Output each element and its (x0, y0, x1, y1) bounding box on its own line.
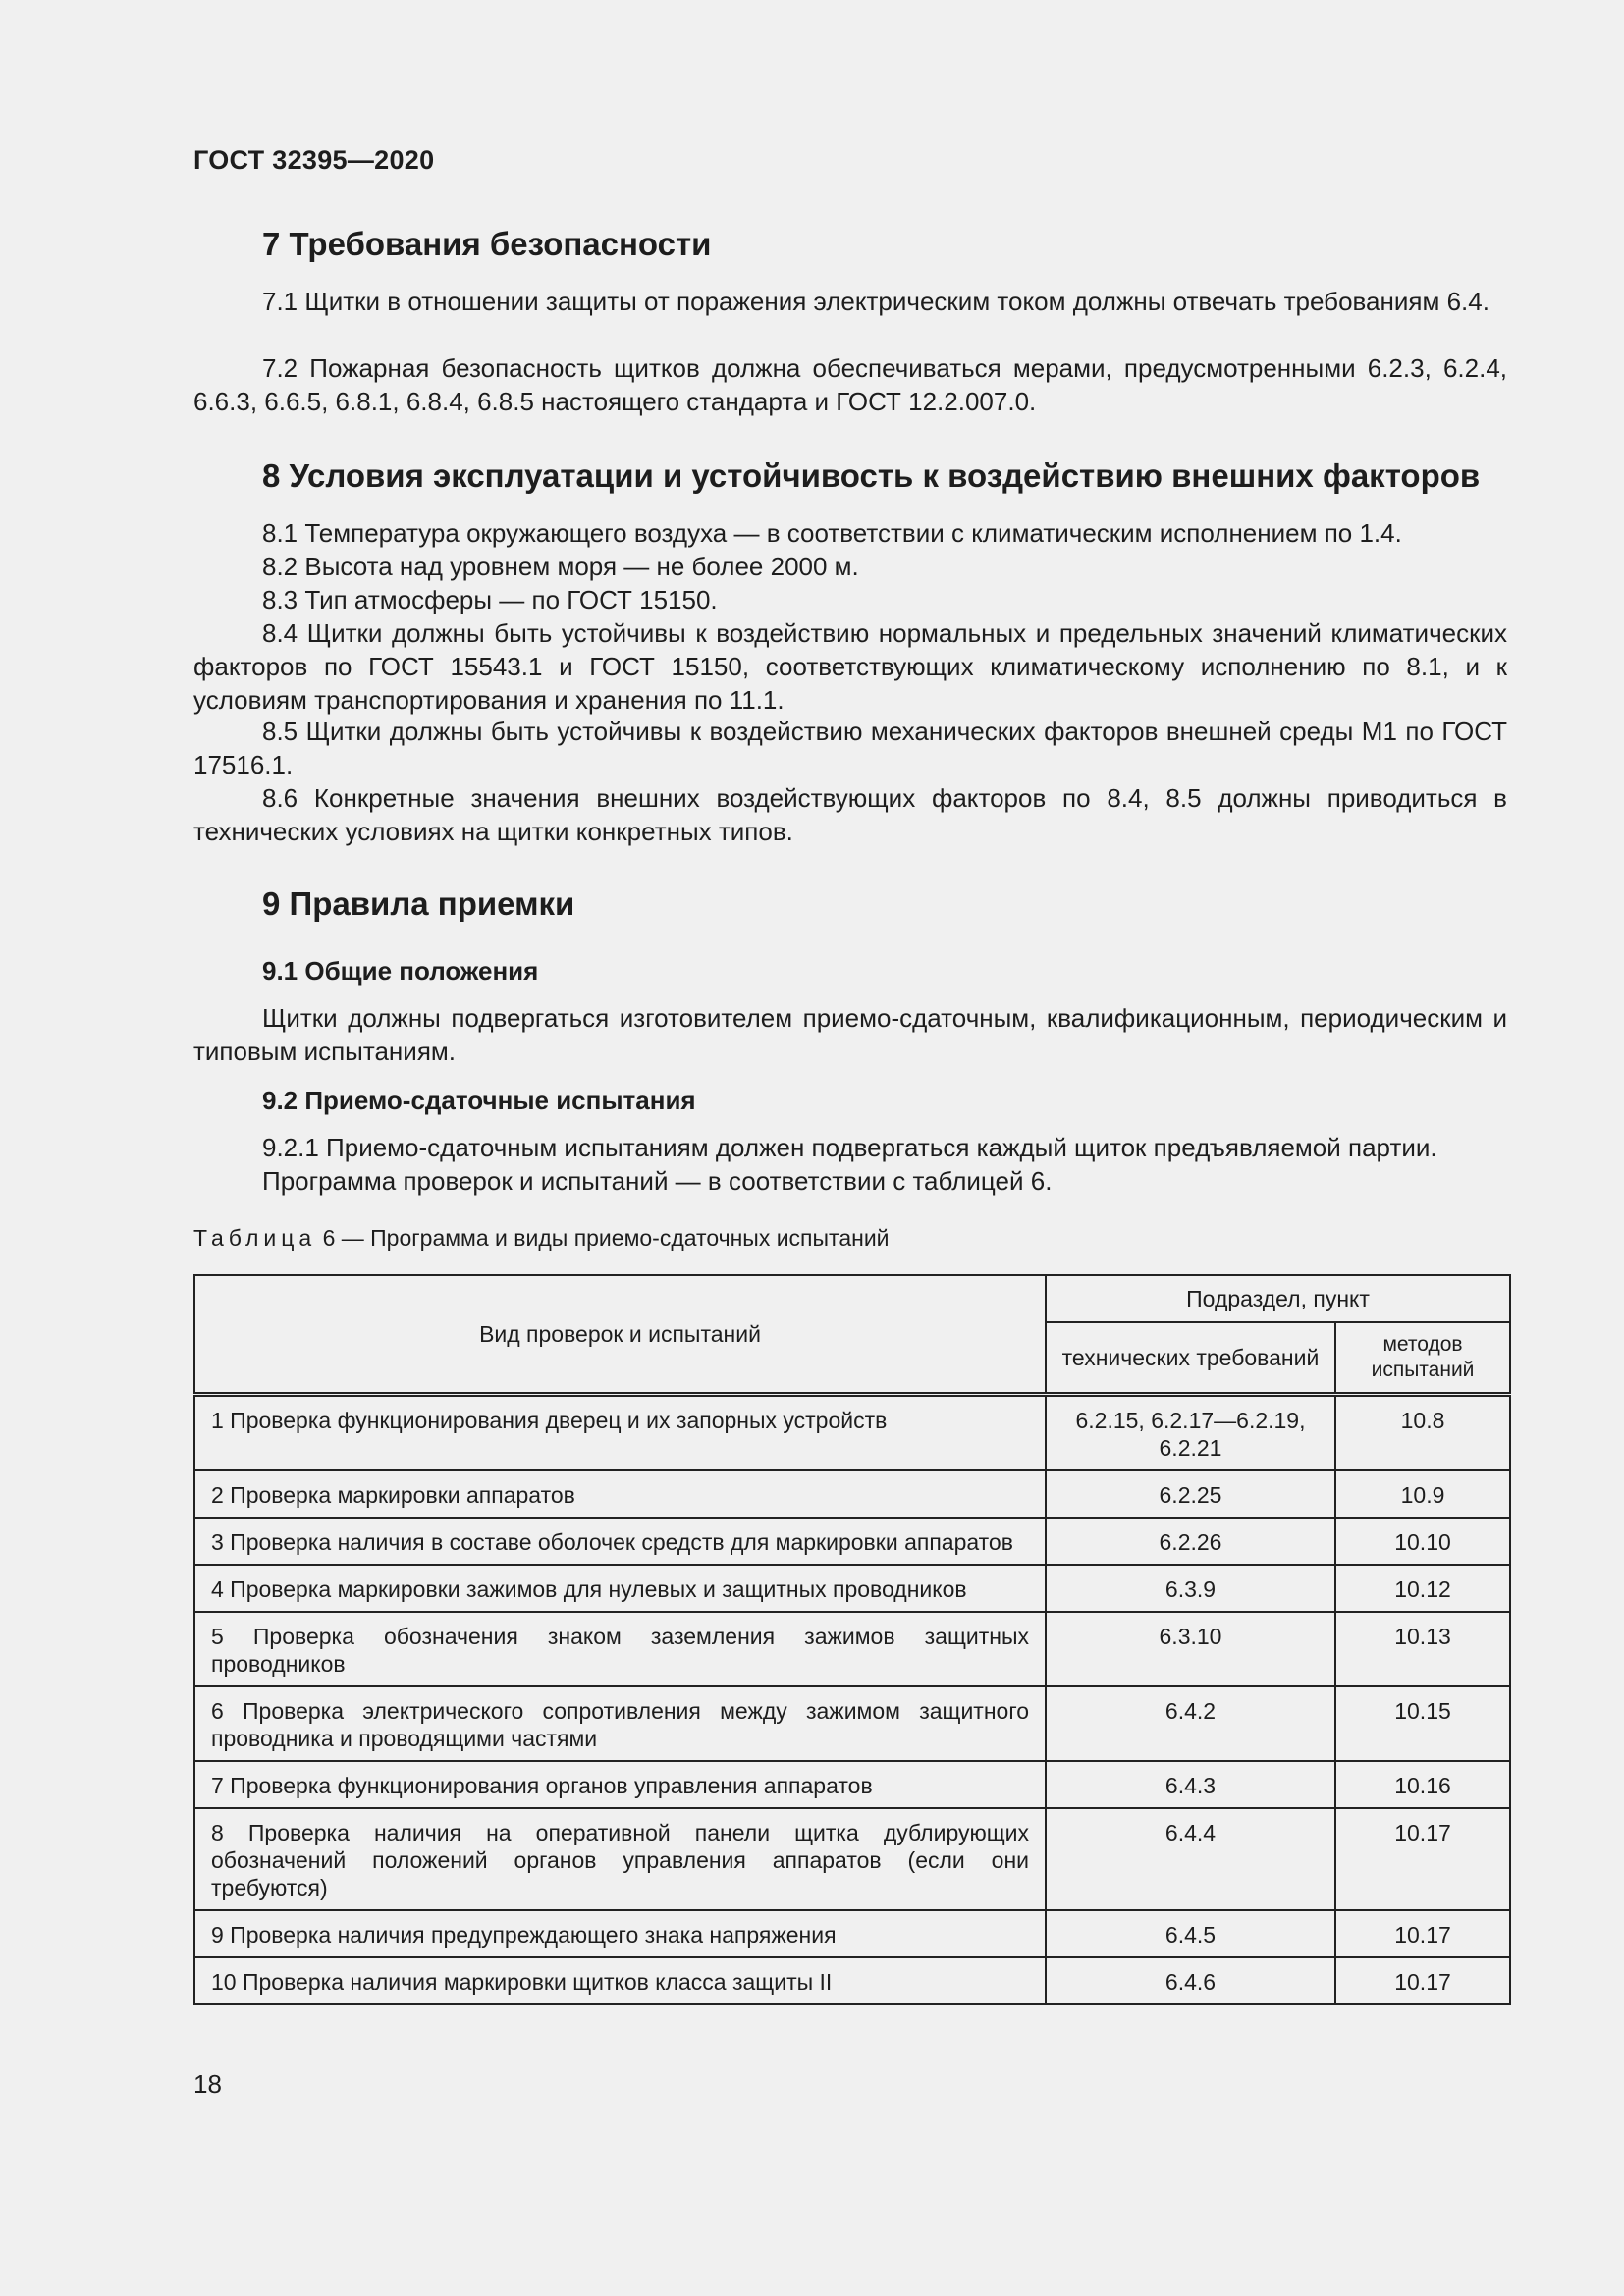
requirement-clause-cell: 6.2.26 (1046, 1518, 1335, 1565)
table-row (194, 1910, 1510, 1957)
method-clause-cell: 10.10 (1335, 1518, 1510, 1565)
header-subsection-group: Подраздел, пункт (1046, 1275, 1510, 1322)
table-caption-label: Таблица (193, 1225, 317, 1251)
table-row (194, 1612, 1510, 1686)
test-name-cell: 5 Проверка обозначения знаком заземления зажимов защитных проводников (194, 1612, 1046, 1686)
test-name-cell: 10 Проверка наличия маркировки щитков класса защиты II (194, 1957, 1046, 2004)
requirement-clause-cell: 6.3.10 (1046, 1612, 1335, 1686)
test-name-cell: 7 Проверка функционирования органов управления аппаратов (194, 1761, 1046, 1808)
requirement-clause-cell: 6.2.25 (1046, 1470, 1335, 1518)
table-body (194, 1395, 1510, 2005)
requirement-clause-cell: 6.4.5 (1046, 1910, 1335, 1957)
section-7-title: 7 Требования безопасности (262, 226, 712, 262)
method-clause-cell: 10.9 (1335, 1470, 1510, 1518)
test-name-cell: 3 Проверка наличия в составе оболочек средств для маркировки аппаратов (194, 1518, 1046, 1565)
method-clause-cell: 10.17 (1335, 1910, 1510, 1957)
method-clause-cell: 10.15 (1335, 1686, 1510, 1761)
section-9-title: 9 Правила приемки (262, 885, 575, 922)
header-test-kind: Вид проверок и испытаний (194, 1275, 1046, 1395)
standard-designation: ГОСТ 32395—2020 (193, 145, 435, 175)
test-name-cell: 4 Проверка маркировки зажимов для нулевых и защитных проводников (194, 1565, 1046, 1612)
paragraph-8-4: 8.4 Щитки должны быть устойчивы к воздействию нормальных и предельных значений климатических факторов по ГОСТ 15543.1 и ГОСТ 15150, соответствующих климатическому исполнению по 8.1, и к условиям транспортирования и хранения по 11.1. (193, 618, 1507, 715)
header-technical-requirements: технических требований (1046, 1322, 1335, 1395)
test-name-cell: 2 Проверка маркировки аппаратов (194, 1470, 1046, 1518)
requirement-clause-cell: 6.4.2 (1046, 1686, 1335, 1761)
test-program-table (193, 1274, 1511, 2005)
table-row (194, 1470, 1510, 1518)
paragraph-9-1: Щитки должны подвергаться изготовителем приемо-сдаточным, квалификационным, периодическим и типовым испытаниям. (193, 1003, 1507, 1066)
test-name-cell: 6 Проверка электрического сопротивления между зажимом защитного проводника и проводящими частями (194, 1686, 1046, 1761)
paragraph-9-2-1-cont: Программа проверок и испытаний — в соответствии с таблицей 6. (262, 1166, 1053, 1196)
method-clause-cell: 10.13 (1335, 1612, 1510, 1686)
subsection-9-1-title: 9.1 Общие положения (262, 956, 539, 986)
method-clause-cell: 10.17 (1335, 1808, 1510, 1910)
test-name-cell: 9 Проверка наличия предупреждающего знака напряжения (194, 1910, 1046, 1957)
subsection-9-2-title: 9.2 Приемо-сдаточные испытания (262, 1086, 696, 1115)
paragraph-9-2-1: 9.2.1 Приемо-сдаточным испытаниям должен подвергаться каждый щиток предъявляемой партии. (262, 1133, 1437, 1162)
paragraph-8-5: 8.5 Щитки должны быть устойчивы к воздействию механических факторов внешней среды М1 по ГОСТ 17516.1. (193, 717, 1507, 779)
table-row (194, 1808, 1510, 1910)
section-8-title: 8 Условия эксплуатации и устойчивость к воздействию внешних факторов (262, 457, 1481, 494)
test-name-cell: 8 Проверка наличия на оперативной панели щитка дублирующих обозначений положений органов управления аппаратов (если они требуются) (194, 1808, 1046, 1910)
paragraph-8-6: 8.6 Конкретные значения внешних воздействующих факторов по 8.4, 8.5 должны приводиться в технических условиях на щитки конкретных типов. (193, 783, 1507, 846)
paragraph-8-1: 8.1 Температура окружающего воздуха — в соответствии с климатическим исполнением по 1.4. (262, 518, 1402, 548)
paragraph-7-2: 7.2 Пожарная безопасность щитков должна обеспечиваться мерами, предусмотренными 6.2.3, 6.2.4, 6.6.3, 6.6.5, 6.8.1, 6.8.4, 6.8.5 настоящего стандарта и ГОСТ 12.2.007.0. (193, 353, 1507, 416)
method-clause-cell: 10.12 (1335, 1565, 1510, 1612)
paragraph-8-2: 8.2 Высота над уровнем моря — не более 2000 м. (262, 552, 859, 581)
test-name-cell: 1 Проверка функционирования дверец и их запорных устройств (194, 1395, 1046, 1471)
table-row (194, 1686, 1510, 1761)
table-caption (193, 1225, 890, 1252)
requirement-clause-cell: 6.2.15, 6.2.17—6.2.19, 6.2.21 (1046, 1395, 1335, 1471)
method-clause-cell: 10.17 (1335, 1957, 1510, 2004)
table-row (194, 1957, 1510, 2004)
table-row (194, 1761, 1510, 1808)
table-row (194, 1565, 1510, 1612)
paragraph-8-3: 8.3 Тип атмосферы — по ГОСТ 15150. (262, 585, 718, 614)
requirement-clause-cell: 6.4.4 (1046, 1808, 1335, 1910)
page-number: 18 (193, 2069, 222, 2099)
table-caption-text: 6 — Программа и виды приемо-сдаточных испытаний (316, 1225, 890, 1251)
table-row (194, 1395, 1510, 1471)
table-row (194, 1518, 1510, 1565)
header-test-methods: методов испытаний (1335, 1322, 1510, 1395)
requirement-clause-cell: 6.3.9 (1046, 1565, 1335, 1612)
requirement-clause-cell: 6.4.3 (1046, 1761, 1335, 1808)
requirement-clause-cell: 6.4.6 (1046, 1957, 1335, 2004)
method-clause-cell: 10.8 (1335, 1395, 1510, 1471)
paragraph-7-1: 7.1 Щитки в отношении защиты от поражения электрическим током должны отвечать требованиям 6.4. (262, 287, 1489, 316)
method-clause-cell: 10.16 (1335, 1761, 1510, 1808)
